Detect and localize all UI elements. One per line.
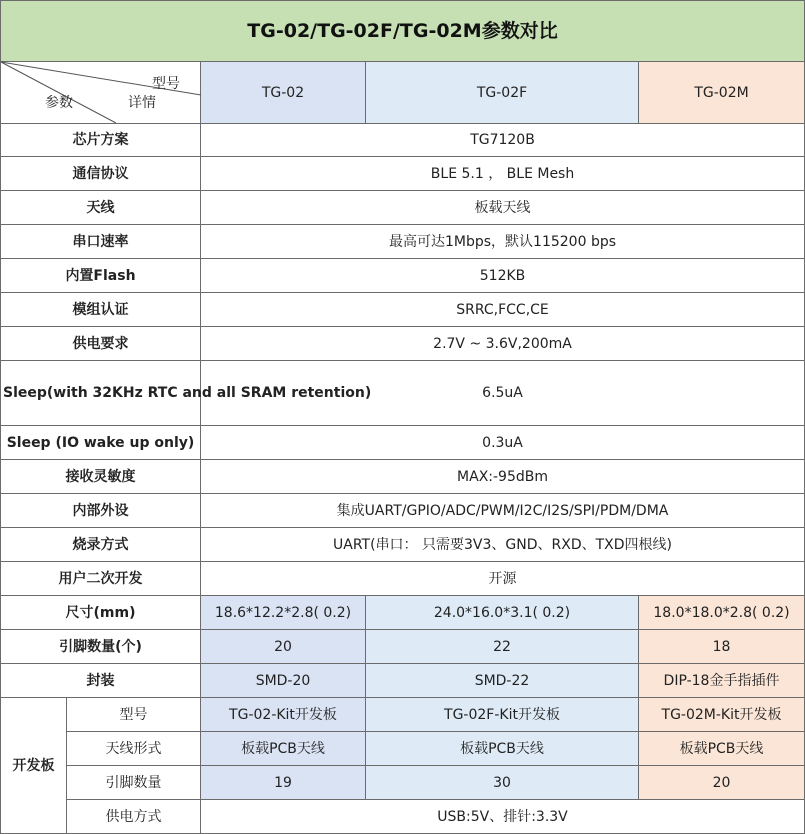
package-tg02f: SMD-22	[366, 664, 639, 698]
pins-tg02: 20	[201, 630, 366, 664]
row-label-chip: 芯片方案	[1, 124, 201, 157]
corner-label-details: 详情	[128, 95, 156, 111]
row-label-flashing: 烧录方式	[1, 528, 201, 562]
page-title: TG-02/TG-02F/TG-02M参数对比	[1, 1, 805, 62]
size-tg02f: 24.0*16.0*3.1( 0.2)	[366, 596, 639, 630]
table-row	[1, 225, 805, 259]
devboard-pins-tg02m: 20	[639, 766, 805, 800]
table-row	[1, 124, 805, 157]
devboard-pins-tg02f: 30	[366, 766, 639, 800]
devboard-antenna-tg02m: 板载PCB天线	[639, 732, 805, 766]
row-value-dev: 开源	[201, 562, 805, 596]
table-row	[1, 460, 805, 494]
size-tg02m: 18.0*18.0*2.8( 0.2)	[639, 596, 805, 630]
row-label-uart-speed: 串口速率	[1, 225, 201, 259]
row-label-peripherals: 内部外设	[1, 494, 201, 528]
row-label-sleep-rtc: Sleep(with 32KHz RTC and all SRAM retention)	[1, 361, 201, 426]
table-row	[1, 630, 805, 664]
row-label-antenna: 天线	[1, 191, 201, 225]
row-label-sleep-io: Sleep (IO wake up only)	[1, 426, 201, 460]
table-row	[1, 698, 805, 732]
table-row	[1, 596, 805, 630]
devboard-pins-tg02: 19	[201, 766, 366, 800]
row-label-certification: 模组认证	[1, 293, 201, 327]
table-row	[1, 191, 805, 225]
row-value-chip: TG7120B	[201, 124, 805, 157]
devboard-model-tg02: TG-02-Kit开发板	[201, 698, 366, 732]
model-header-tg02f: TG-02F	[366, 62, 639, 124]
row-value-peripherals: 集成UART/GPIO/ADC/PWM/I2C/I2S/SPI/PDM/DMA	[201, 494, 805, 528]
corner-diagonal-lines	[1, 62, 201, 123]
devboard-label-model: 型号	[67, 698, 201, 732]
table-row	[1, 157, 805, 191]
row-value-sensitivity: MAX:-95dBm	[201, 460, 805, 494]
pins-tg02f: 22	[366, 630, 639, 664]
row-value-uart-speed: 最高可达1Mbps，默认115200 bps	[201, 225, 805, 259]
devboard-power-value: USB:5V、排针:3.3V	[201, 800, 805, 834]
row-label-dev: 用户二次开发	[1, 562, 201, 596]
table-row	[1, 327, 805, 361]
corner-label-param: 参数	[45, 95, 73, 111]
row-label-protocol: 通信协议	[1, 157, 201, 191]
table-row	[1, 562, 805, 596]
devboard-label-pins: 引脚数量	[67, 766, 201, 800]
row-value-certification: SRRC,FCC,CE	[201, 293, 805, 327]
row-label-size: 尺寸(mm)	[1, 596, 201, 630]
row-value-protocol: BLE 5.1 ， BLE Mesh	[201, 157, 805, 191]
devboard-label-antenna: 天线形式	[67, 732, 201, 766]
table-row	[1, 766, 805, 800]
row-label-sensitivity: 接收灵敏度	[1, 460, 201, 494]
table-row	[1, 494, 805, 528]
table-row	[1, 800, 805, 834]
row-value-power: 2.7V ~ 3.6V,200mA	[201, 327, 805, 361]
row-label-power: 供电要求	[1, 327, 201, 361]
row-label-package: 封装	[1, 664, 201, 698]
row-label-pins: 引脚数量(个)	[1, 630, 201, 664]
row-value-flash: 512KB	[201, 259, 805, 293]
package-tg02: SMD-20	[201, 664, 366, 698]
devboard-model-tg02f: TG-02F-Kit开发板	[366, 698, 639, 732]
model-header-tg02m: TG-02M	[639, 62, 805, 124]
table-row	[1, 361, 805, 426]
table-row	[1, 732, 805, 766]
table-row	[1, 528, 805, 562]
row-value-sleep-rtc: 6.5uA	[201, 361, 805, 426]
devboard-antenna-tg02f: 板载PCB天线	[366, 732, 639, 766]
devboard-label-power: 供电方式	[67, 800, 201, 834]
table-row	[1, 293, 805, 327]
devboard-model-tg02m: TG-02M-Kit开发板	[639, 698, 805, 732]
corner-label-model: 型号	[152, 76, 180, 92]
table-row	[1, 664, 805, 698]
model-header-tg02: TG-02	[201, 62, 366, 124]
row-value-antenna: 板载天线	[201, 191, 805, 225]
pins-tg02m: 18	[639, 630, 805, 664]
row-value-sleep-io: 0.3uA	[201, 426, 805, 460]
corner-header	[1, 62, 201, 124]
row-label-flash: 内置Flash	[1, 259, 201, 293]
devboard-antenna-tg02: 板载PCB天线	[201, 732, 366, 766]
table-row	[1, 259, 805, 293]
size-tg02: 18.6*12.2*2.8( 0.2)	[201, 596, 366, 630]
devboard-group-label: 开发板	[1, 698, 67, 834]
row-value-flashing: UART(串口： 只需要3V3、GND、RXD、TXD四根线)	[201, 528, 805, 562]
package-tg02m: DIP-18金手指插件	[639, 664, 805, 698]
table-row	[1, 426, 805, 460]
